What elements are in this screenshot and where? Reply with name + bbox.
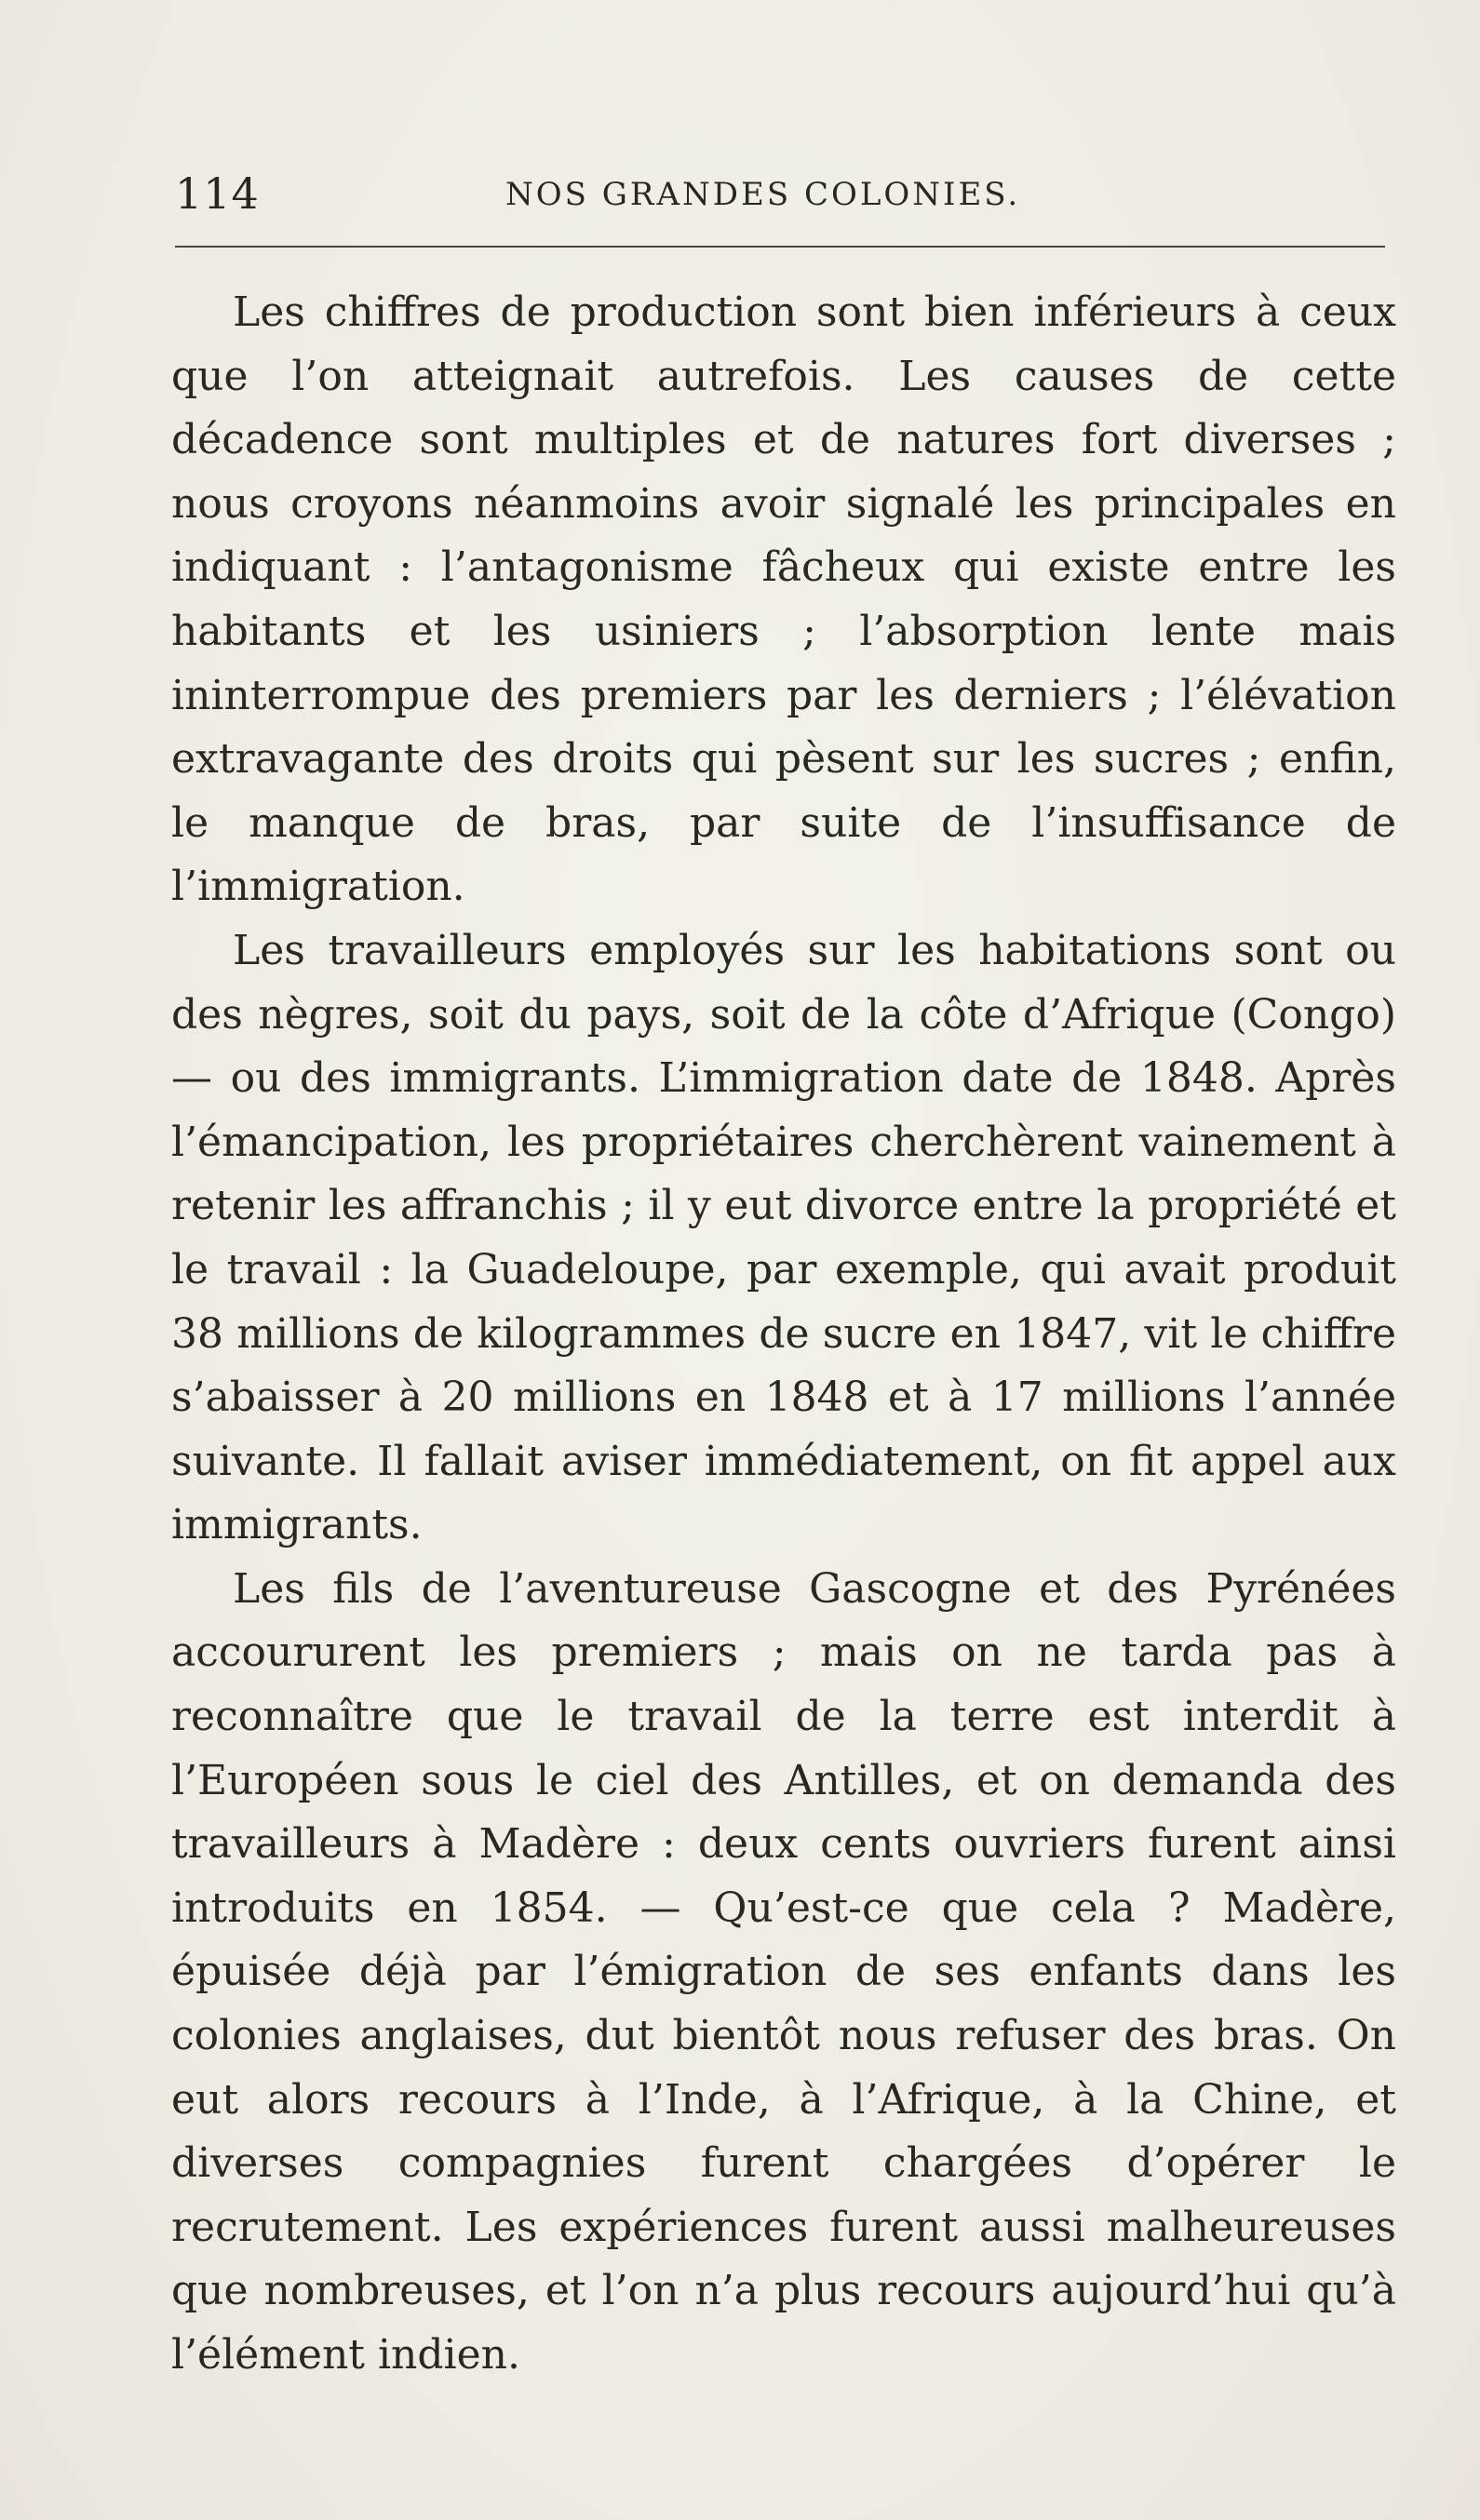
running-title: NOS GRANDES COLONIES. (505, 176, 1021, 213)
body-text (171, 281, 1396, 2388)
header-rule (175, 246, 1385, 248)
paragraph-2: Les travailleurs employés sur les habitations sont ou des nègres, soit du pays, soit de la côte d’Afrique (Congo) — ou des immigrants. L’immigration date de 1848. Après l’émancipation, les propriétaires cherchèrent vainement à retenir les affranchis ; il y eut divorce entre la propriété et le travail : la Guadeloupe, par exemple, qui avait produit 38 millions de kilogrammes de sucre en 1847, vit le chiffre s’abaisser à 20 millions en 1848 et à 17 millions l’année suivante. Il fallait aviser immédiatement, on fit appel aux immigrants. (171, 926, 1396, 1549)
page-number: 114 (175, 168, 260, 219)
page-header (175, 166, 1394, 221)
paragraph-3: Les fils de l’aventureuse Gascogne et des Pyrénées accoururent les premiers ; mais on ne tarda pas à reconnaître que le travail de la terre est interdit à l’Européen sous le ciel des Antilles, et on demanda des travailleurs à Madère : deux cents ouvriers furent ainsi introduits en 1854. — Qu’est-ce que cela ? Madère, épuisée déjà par l’émigration de ses enfants dans les colonies anglaises, dut bientôt nous refuser des bras. On eut alors recours à l’Inde, à l’Afrique, à la Chine, et diverses compagnies furent chargées d’opérer le recrutement. Les expériences furent aussi malheureuses que nombreuses, et l’on n’a plus recours aujourd’hui qu’à l’élément indien. (171, 1564, 1396, 2379)
paragraph-1: Les chiffres de production sont bien inférieurs à ceux que l’on atteignait autrefois. Les causes de cette décadence sont multiples et de natures fort diverses ; nous croyons néanmoins avoir signalé les principales en indiquant : l’antagonisme fâcheux qui existe entre les habitants et les usiniers ; l’absorption lente mais ininterrompue des premiers par les derniers ; l’élévation extravagante des droits qui pèsent sur les sucres ; enfin, le manque de bras, par suite de l’insuffisance de l’immigration. (171, 288, 1396, 911)
